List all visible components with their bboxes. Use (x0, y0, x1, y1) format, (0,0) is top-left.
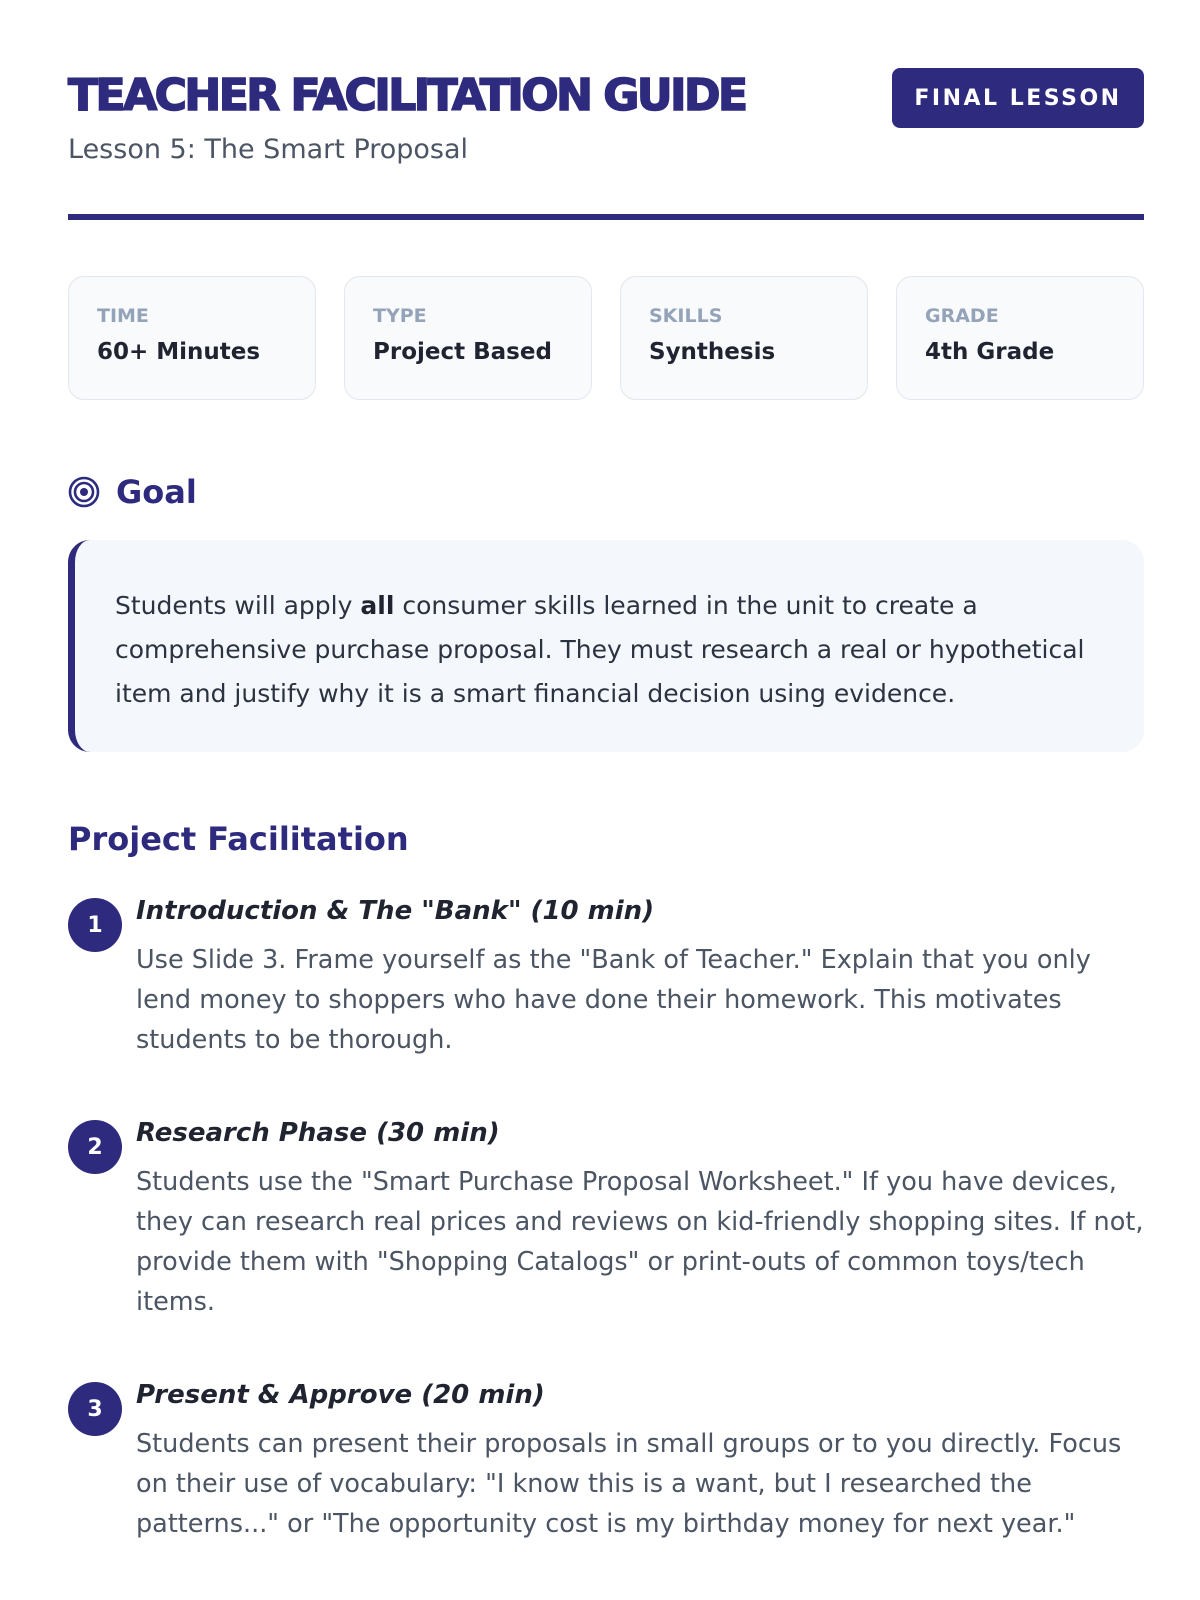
facilitation-step (68, 894, 1144, 1060)
facilitation-title: Project Facilitation (68, 820, 409, 858)
meta-card-time (68, 276, 316, 400)
meta-value: 4th Grade (925, 339, 1055, 365)
meta-label: GRADE (925, 305, 999, 327)
step-number: 2 (68, 1120, 122, 1174)
step-text: Students can present their proposals in small groups or to you directly. Focus on their use of vocabulary: "I know this is a want, but I researched the patterns..." or "The opportunity cost is my birthday money for next year." (136, 1429, 1122, 1539)
step-number: 3 (68, 1382, 122, 1436)
step-title: Present & Approve (20 min) (136, 1380, 545, 1410)
facilitation-step (68, 1116, 1144, 1322)
meta-value: Project Based (373, 339, 552, 365)
meta-value: 60+ Minutes (97, 339, 261, 365)
step-text: Use Slide 3. Frame yourself as the "Bank of Teacher." Explain that you only lend money to shoppers who have done their homework. This motivates students to be thorough. (136, 945, 1091, 1055)
meta-value: Synthesis (649, 339, 776, 365)
final-lesson-badge: FINAL LESSON (892, 68, 1144, 128)
lesson-meta-cards (68, 276, 1144, 400)
goal-heading (68, 470, 197, 514)
step-title: Introduction & The "Bank" (10 min) (136, 896, 655, 926)
page-title: TEACHER FACILITATION GUIDE (68, 70, 746, 121)
meta-label: TIME (97, 305, 149, 327)
goal-text (115, 584, 1104, 716)
facilitation-step (68, 1378, 1144, 1544)
step-body (136, 1116, 1144, 1322)
goal-text-emphasis: all (360, 591, 395, 620)
lesson-subtitle: Lesson 5: The Smart Proposal (68, 134, 469, 165)
meta-card-grade (896, 276, 1144, 400)
step-body (136, 894, 1144, 1060)
step-number: 1 (68, 898, 122, 952)
meta-label: TYPE (373, 305, 427, 327)
step-body (136, 1378, 1144, 1544)
meta-label: SKILLS (649, 305, 723, 327)
meta-card-type (344, 276, 592, 400)
target-icon (68, 476, 100, 508)
step-title: Research Phase (30 min) (136, 1118, 500, 1148)
header (68, 60, 1144, 220)
goal-title: Goal (116, 473, 197, 511)
goal-callout (68, 540, 1144, 752)
meta-card-skills (620, 276, 868, 400)
goal-text-start: Students will apply (115, 591, 361, 620)
goal-text-end: consumer skills learned in the unit to create a comprehensive purchase proposal. They must research a real or hypothetical item and justify why it is a smart financial decision using evidence. (115, 591, 1085, 708)
step-text: Students use the "Smart Purchase Proposal Worksheet." If you have devices, they can research real prices and reviews on kid-friendly shopping sites. If not, provide them with "Shopping Catalogs" or print-outs of common toys/tech items. (136, 1167, 1144, 1317)
